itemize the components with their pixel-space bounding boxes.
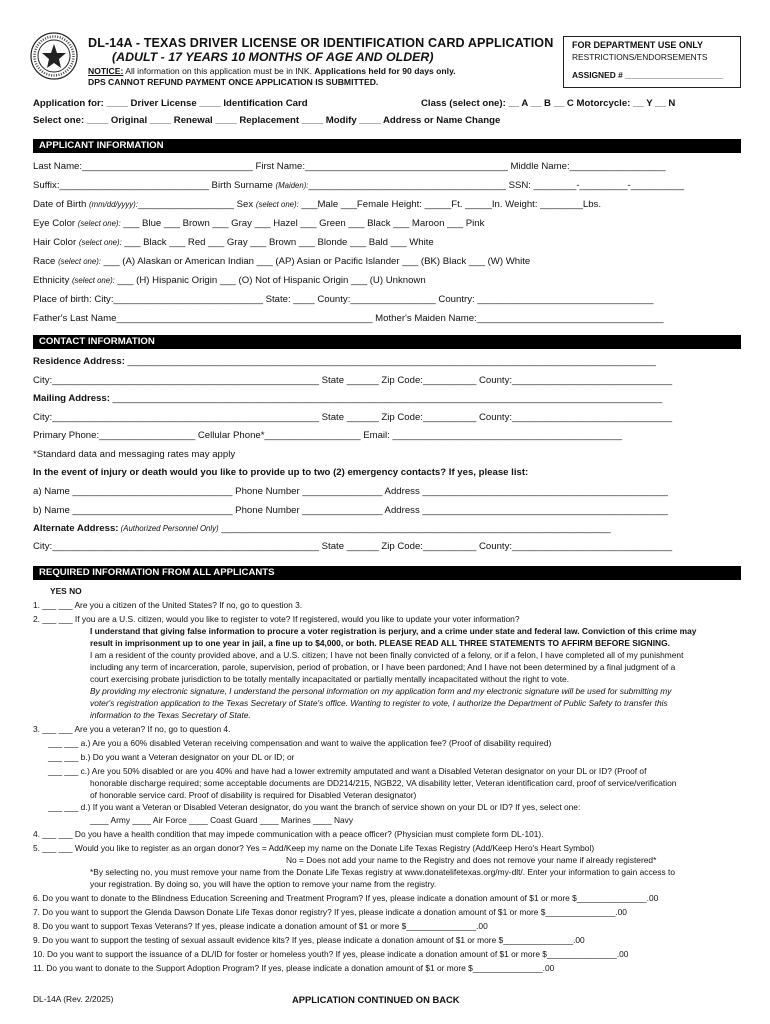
- application-for-row[interactable]: Application for: ____ Driver License ____ Identification Card: [33, 98, 308, 109]
- perjury-warning-1: I understand that giving false information to procure a voter registration is perjury, and a crime under state and federal law. Conviction of this crime may: [90, 626, 697, 636]
- affirmation-3: court exercising probate jurisdiction to be totally mentally incapacitated or partially mentally incapacitated without the right to vote.: [90, 674, 570, 684]
- contact-row-6[interactable]: *Standard data and messaging rates may apply: [33, 449, 236, 460]
- contact-row-5[interactable]: Primary Phone:__________________ Cellular Phone*__________________ Email: ___________________________________________: [33, 430, 622, 441]
- contact-row-2[interactable]: City:__________________________________________________ State ______ Zip Code:__________ County:______________________________: [33, 375, 673, 386]
- form-title: DL-14A - TEXAS DRIVER LICENSE OR IDENTIFICATION CARD APPLICATION: [88, 36, 554, 50]
- applicant-row-9[interactable]: Father's Last Name________________________________________________ Mother's Maiden Name:___________________________________: [33, 313, 664, 324]
- esign-notice-3: information to the Texas Secretary of State.: [90, 710, 251, 720]
- affirmation-1: I am a resident of the county provided above, and a U.S. citizen; I have not been finally convicted of a felony, or if a felon, I have completed all of my punishment: [90, 650, 684, 660]
- contact-info-header: CONTACT INFORMATION: [33, 335, 741, 349]
- contact-row-7[interactable]: In the event of injury or death would you like to provide up to two (2) emergency contacts? If yes, please list:: [33, 467, 529, 478]
- contact-row-1[interactable]: Residence Address: ___________________________________________________________________________________________________: [33, 356, 656, 367]
- esign-notice-1: By providing my electronic signature, I understand the personal information on my application form and my electronic signature will be used for submitting my: [90, 686, 672, 696]
- question-1[interactable]: 1. ___ ___ Are you a citizen of the United States? If no, go to question 3.: [33, 600, 303, 610]
- question-3a[interactable]: ___ ___ a.) Are you a 60% disabled Veteran receiving compensation and want to waive the application fee? (Proof of disability required): [48, 738, 552, 748]
- contact-row-9[interactable]: b) Name ______________________________ Phone Number _______________ Address ______________________________________________: [33, 505, 668, 516]
- question-3c[interactable]: ___ ___ c.) Are you 50% disabled or are you 40% and have had a lower extremity amputated and want a Disabled Veteran designator on your DL or ID? (Proof of: [48, 766, 647, 776]
- question-3c-line2: honorable discharge required; some acceptable documents are DD214/215, NGB22, VA disability letter, Veteran identification card, proof of service/verification: [90, 778, 677, 788]
- question-7[interactable]: 7. Do you want to support the Glenda Dawson Donate Life Texas donor registry? If yes, please indicate a donation amount of $1 or more $_______________.00: [33, 907, 627, 917]
- select-one-row[interactable]: Select one: ____ Original ____ Renewal ____ Replacement ____ Modify ____ Address or Name Change: [33, 115, 501, 126]
- form-revision: DL-14A (Rev. 2/2025): [33, 994, 114, 1004]
- branch-options[interactable]: ____ Army ____ Air Force ____ Coast Guard ____ Marines ____ Navy: [90, 815, 354, 825]
- notice-line: NOTICE: All information on this application must be in INK. Applications held for 90 days only.: [88, 66, 456, 76]
- question-9[interactable]: 9. Do you want to support the testing of sexual assault evidence kits? If yes, please indicate a donation amount of $1 or more $_______________.00: [33, 935, 585, 945]
- contact-row-4[interactable]: City:__________________________________________________ State ______ Zip Code:__________ County:______________________________: [33, 412, 673, 423]
- required-info-header: REQUIRED INFORMATION FROM ALL APPLICANTS: [33, 566, 741, 580]
- question-5-no-option: No = Does not add your name to the Registry and does not remove your name if already registered*: [286, 855, 657, 865]
- question-3d[interactable]: ___ ___ d.) If you want a Veteran or Disabled Veteran designator, do you want the branch of service shown on your DL or ID? If yes, select one:: [48, 802, 581, 812]
- question-3c-line3: of honorable service card. Proof of disability is required for Disabled Veteran designator): [90, 790, 417, 800]
- dps-seal-logo: [30, 32, 78, 80]
- refund-notice: DPS CANNOT REFUND PAYMENT ONCE APPLICATION IS SUBMITTED.: [88, 77, 379, 87]
- question-5-note-1: *By selecting no, you must remove your name from the Donate Life Texas registry at www.donatelifetexas.org/my-dlt/. Enter your information to gain access to: [90, 867, 675, 877]
- question-3b[interactable]: ___ ___ b.) Do you want a Veteran designator on your DL or ID; or: [48, 752, 295, 762]
- applicant-row-5[interactable]: Hair Color (select one): ___ Black ___ Red ___ Gray ___ Brown ___ Blonde ___ Bald ___ White: [33, 237, 434, 248]
- applicant-row-2[interactable]: Suffix:____________________________ Birth Surname (Maiden):_____________________________________ SSN: ________-_________-__________: [33, 180, 685, 191]
- question-6[interactable]: 6. Do you want to donate to the Blindness Education Screening and Treatment Program? If yes, please indicate a donation amount of $1 or more $_______________.00: [33, 893, 659, 903]
- applicant-row-8[interactable]: Place of birth: City:____________________________ State: ____ County:________________ Country: _________________________________: [33, 294, 654, 305]
- applicant-row-1[interactable]: Last Name:________________________________ First Name:______________________________________ Middle Name:__________________: [33, 161, 666, 172]
- contact-row-11[interactable]: City:__________________________________________________ State ______ Zip Code:__________ County:______________________________: [33, 541, 673, 552]
- question-11[interactable]: 11. Do you want to donate to the Support Adoption Program? If yes, please indicate a donation amount of $1 or more $_______________.00: [33, 963, 555, 973]
- perjury-warning-2: result in imprisonment up to one year in jail, a fine up to $4,000, or both. PLEASE READ ALL THREE STATEMENTS TO AFFIRM BEFORE SIGNING.: [90, 638, 670, 648]
- class-select-row[interactable]: Class (select one): __ A __ B __ C Motorcycle: __ Y __ N: [421, 98, 676, 109]
- question-5-note-2: your registration. By doing so, you will have the option to remove your name from the registry.: [90, 879, 437, 889]
- continued-on-back: APPLICATION CONTINUED ON BACK: [292, 994, 460, 1005]
- question-8[interactable]: 8. Do you want to support Texas Veterans? If yes, please indicate a donation amount of $1 or more $_______________.00: [33, 921, 488, 931]
- yes-no-header: YES NO: [50, 586, 82, 596]
- contact-row-10[interactable]: Alternate Address: (Authorized Personnel Only) _________________________________________________________________________: [33, 523, 611, 534]
- contact-row-8[interactable]: a) Name ______________________________ Phone Number _______________ Address ______________________________________________: [33, 486, 668, 497]
- affirmation-2: including any term of incarceration, parole, supervision, period of probation, or I have been pardoned; And I have not been determined by a final judgment of a: [90, 662, 676, 672]
- applicant-row-7[interactable]: Ethnicity (select one): ___ (H) Hispanic Origin ___ (O) Not of Hispanic Origin ___ (U) Unknown: [33, 275, 426, 286]
- applicant-row-4[interactable]: Eye Color (select one): ___ Blue ___ Brown ___ Gray ___ Hazel ___ Green ___ Black ___ Maroon ___ Pink: [33, 218, 485, 229]
- esign-notice-2: voter's registration application to the Texas Secretary of State's office. Wanting to register to vote, I authorize the Department of Public Safety to transfer this: [90, 698, 668, 708]
- form-subtitle: (ADULT - 17 YEARS 10 MONTHS OF AGE AND OLDER): [112, 50, 434, 64]
- applicant-row-3[interactable]: Date of Birth (mm/dd/yyyy):__________________ Sex (select one): ___Male ___Female Height: _____Ft. _____In. Weight: ________Lbs.: [33, 199, 602, 210]
- question-3[interactable]: 3. ___ ___ Are you a veteran? If no, go to question 4.: [33, 724, 231, 734]
- applicant-info-header: APPLICANT INFORMATION: [33, 139, 741, 153]
- question-2[interactable]: 2. ___ ___ If you are a U.S. citizen, would you like to register to vote? If registered, would you like to update your voter information?: [33, 614, 520, 624]
- question-10[interactable]: 10. Do you want to support the issuance of a DL/ID for foster or homeless youth? If yes, please indicate a donation amount of $1 or more $_______________.00: [33, 949, 629, 959]
- contact-row-3[interactable]: Mailing Address: _______________________________________________________________________________________________________: [33, 393, 663, 404]
- question-4[interactable]: 4. ___ ___ Do you have a health condition that may impede communication with a peace officer? (Physician must complete form DL-101).: [33, 829, 544, 839]
- applicant-row-6[interactable]: Race (select one): ___ (A) Alaskan or American Indian ___ (AP) Asian or Pacific Islander ___ (BK) Black ___ (W) White: [33, 256, 531, 267]
- question-5[interactable]: 5. ___ ___ Would you like to register as an organ donor? Yes = Add/Keep my name on the Donate Life Texas Registry (Add/Keep Hero's Heart Symbol): [33, 843, 595, 853]
- department-use-box: FOR DEPARTMENT USE ONLY RESTRICTIONS/ENDORSEMENTS ASSIGNED # _____________________: [563, 36, 741, 88]
